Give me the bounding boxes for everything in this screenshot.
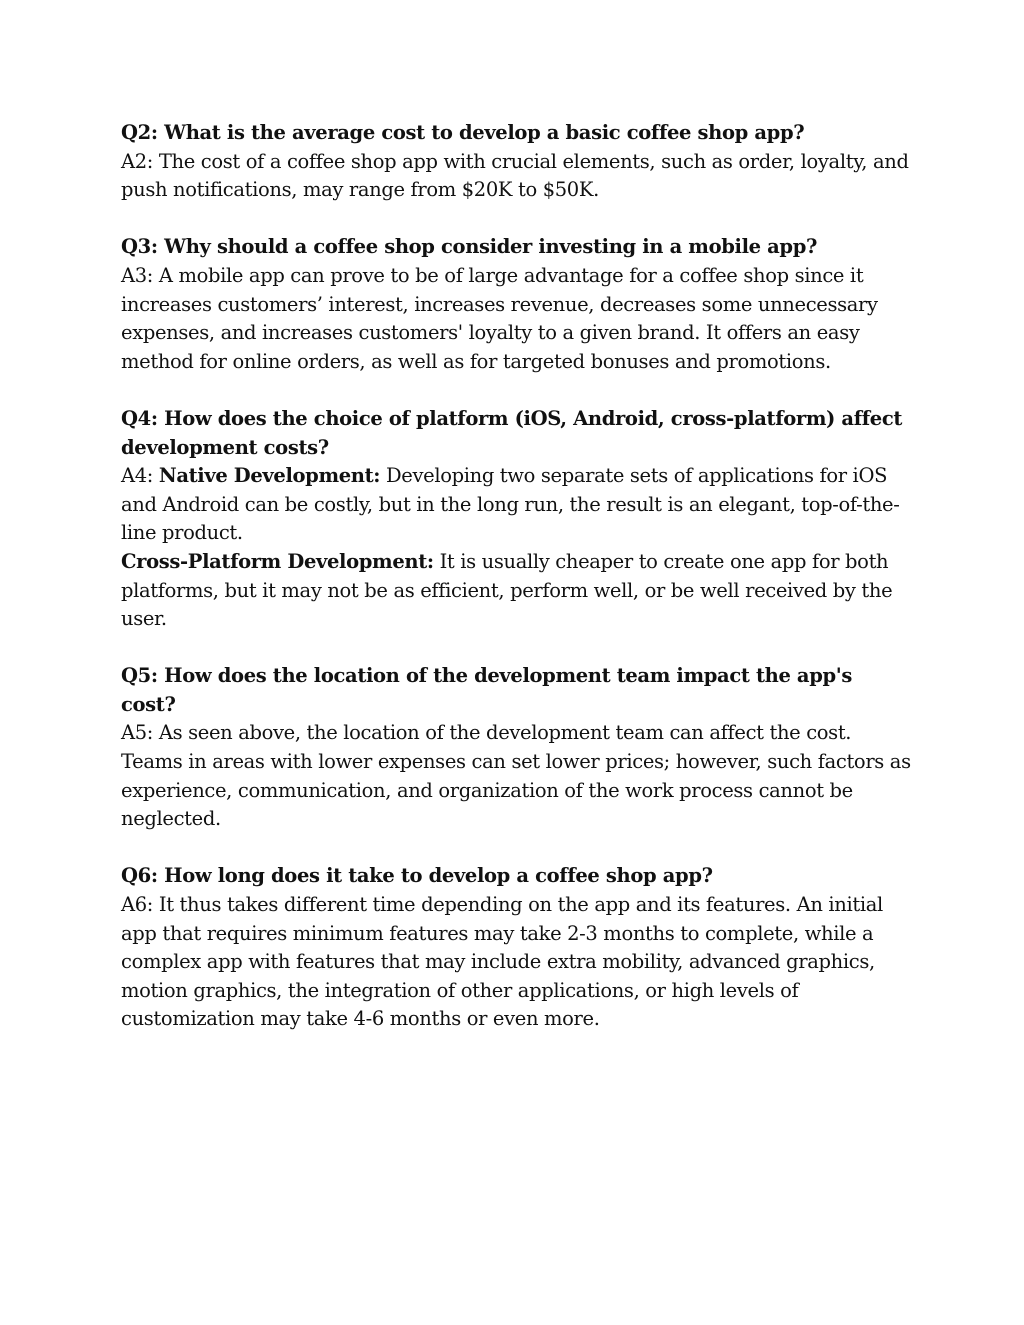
answer-a4-cross xyxy=(121,548,911,634)
faq-item-q2 xyxy=(121,119,911,205)
question-q3: Q3: Why should a coffee shop consider investing in a mobile app? xyxy=(121,235,818,259)
question-q2: Q2: What is the average cost to develop a basic coffee shop app? xyxy=(121,121,805,144)
document-page xyxy=(121,119,911,1063)
question-q5: Q5: How does the location of the development team impact the app's cost? xyxy=(121,664,853,716)
cross-platform-development-label: Cross-Platform Development: xyxy=(121,549,434,573)
faq-item-q4 xyxy=(121,405,911,634)
answer-a3: A3: A mobile app can prove to be of large advantage for a coffee shop since it increases customers’ interest, increases revenue, decreases some unnecessary expenses, and increases customers' loyalty to a given brand. It offers an easy method for online orders, as well as for targeted bonuses and promotions. xyxy=(121,263,878,373)
answer-a4-native xyxy=(121,462,911,548)
question-q6: Q6: How long does it take to develop a coffee shop app? xyxy=(121,864,713,888)
answer-a6: A6: It thus takes different time depending on the app and its features. An initial app that requires minimum features may take 2-3 months to complete, while a complex app with features that may include extra mobility, advanced graphics, motion graphics, the integration of other applications, or high levels of customization may take 4-6 months or even more. xyxy=(121,893,883,1031)
answer-a4-prefix: A4: xyxy=(121,464,159,488)
faq-item-q3 xyxy=(121,233,911,376)
native-development-text: Developing two separate sets of applications for iOS and Android can be costly, but in the long run, the result is an elegant, top-of-the-line product. xyxy=(121,464,900,545)
question-q4: Q4: How does the choice of platform (iOS, Android, cross-platform) affect development costs? xyxy=(121,406,903,459)
cross-platform-development-text: It is usually cheaper to create one app for both platforms, but it may not be as efficient, perform well, or be well received by the user. xyxy=(121,549,893,631)
answer-a5: A5: As seen above, the location of the development team can affect the cost. Teams in areas with lower expenses can set lower prices; however, such factors as experience, communication, and organization of the work process cannot be neglected. xyxy=(121,721,911,831)
answer-a2: A2: The cost of a coffee shop app with crucial elements, such as order, loyalty, and push notifications, may range from $20K to $50K. xyxy=(121,149,909,202)
native-development-label: Native Development: xyxy=(158,464,381,488)
faq-item-q6 xyxy=(121,862,911,1034)
faq-item-q5 xyxy=(121,662,911,834)
